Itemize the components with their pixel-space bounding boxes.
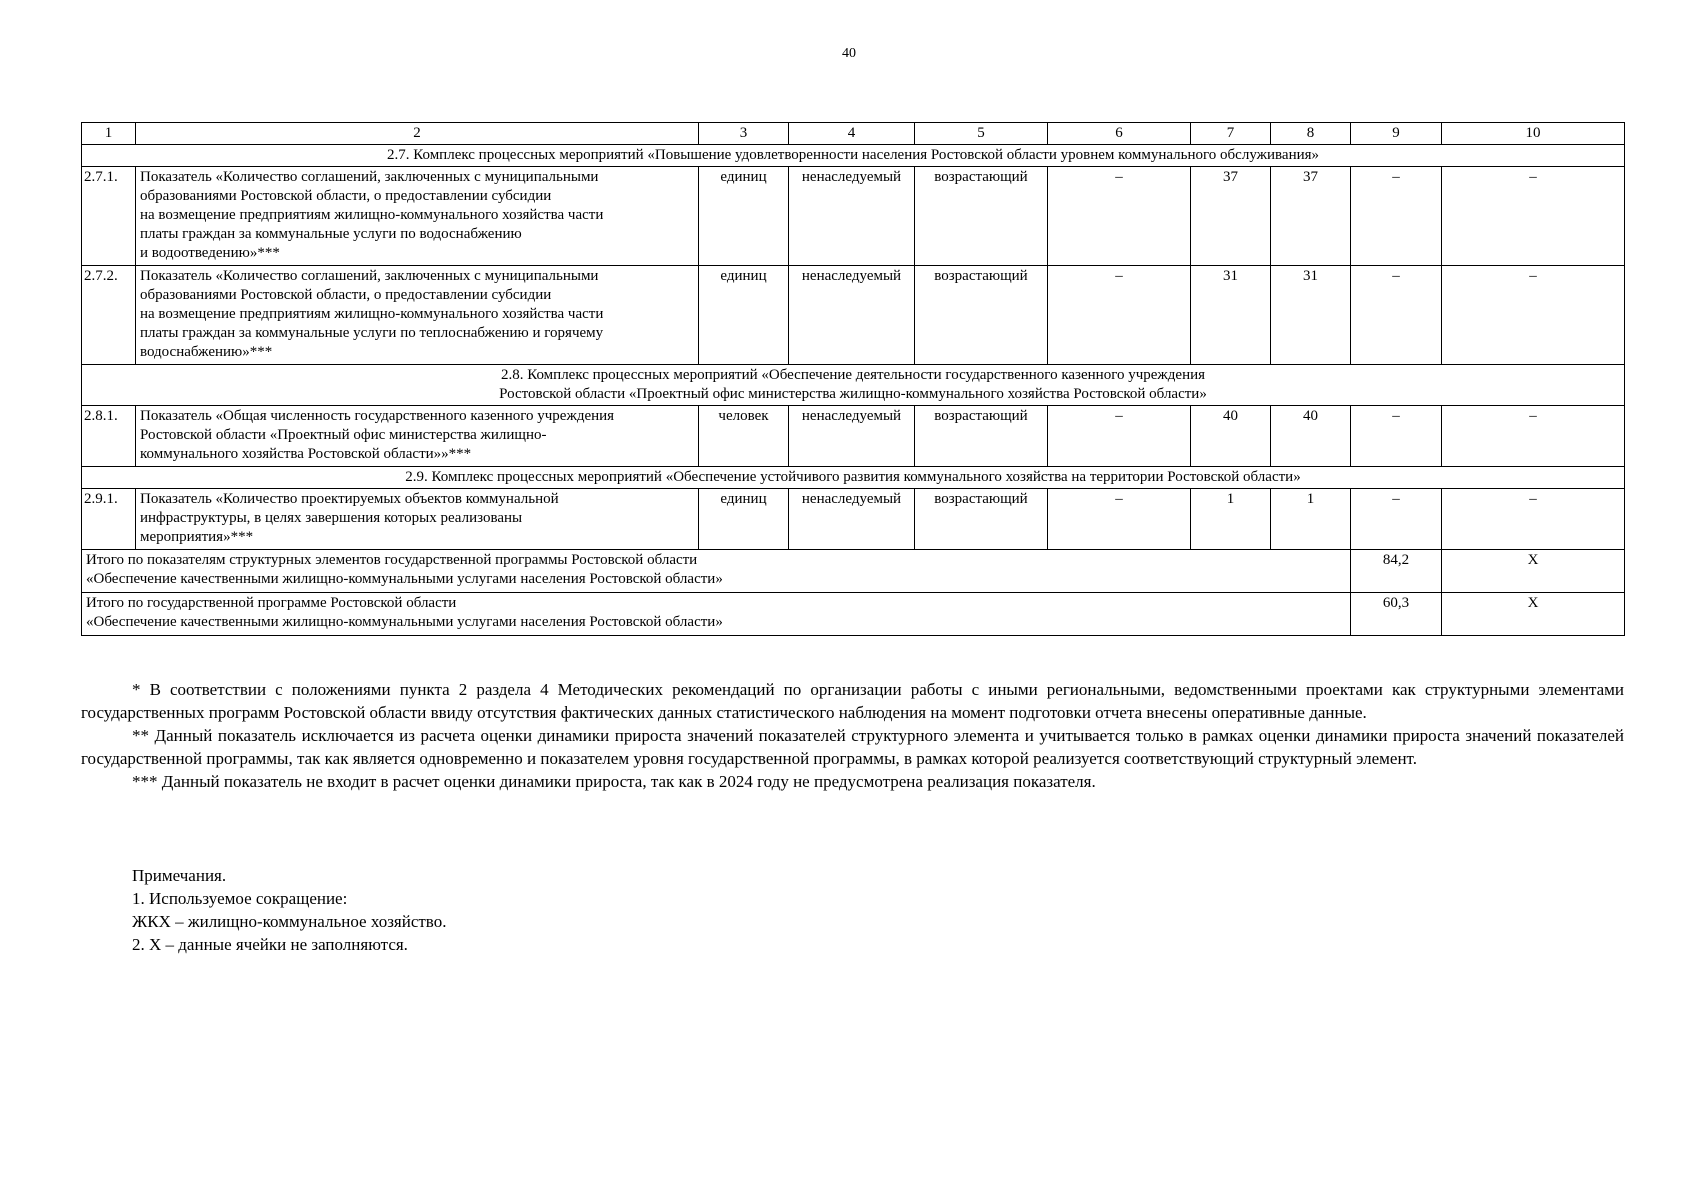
indicator-line: инфраструктуры, в целях завершения которых реализованы: [140, 510, 523, 526]
indicator-name: [136, 266, 699, 365]
note-item: 1. Используемое сокращение:: [132, 889, 348, 908]
section-title-line: Ростовской области «Проектный офис министерства жилищно-коммунального хозяйства Ростовской области»: [499, 386, 1207, 402]
total-col10: Х: [1442, 550, 1625, 593]
row-number: 2.9.1.: [82, 489, 136, 550]
col7-cell: 1: [1191, 489, 1271, 550]
row-number: 2.7.1.: [82, 167, 136, 266]
header-cell: 9: [1351, 123, 1442, 145]
col6-cell: –: [1048, 489, 1191, 550]
direction-cell: возрастающий: [915, 406, 1048, 467]
table-row: [82, 167, 1625, 266]
col7-cell: 40: [1191, 406, 1271, 467]
footnote: * В соответствии с положениями пункта 2 раздела 4 Методических рекомендаций по организации работы с иными региональными, ведомственными проектами как структурными элементами государственных программ Ростовской области ввиду отсутствия фактических данных статистического наблюдения на момент подготовки отчета внесены оперативные данные.: [81, 680, 1624, 722]
indicator-line: мероприятия»***: [140, 529, 254, 545]
section-title: 2.7. Комплекс процессных мероприятий «Повышение удовлетворенности населения Ростовской области уровнем коммунального обслуживания»: [82, 145, 1625, 167]
total-line: «Обеспечение качественными жилищно-коммунальными услугами населения Ростовской области»: [86, 571, 723, 587]
direction-cell: возрастающий: [915, 489, 1048, 550]
indicator-line: Ростовской области «Проектный офис министерства жилищно-: [140, 427, 547, 443]
type-cell: ненаследуемый: [789, 406, 915, 467]
notes: [132, 864, 932, 956]
type-cell: ненаследуемый: [789, 167, 915, 266]
col8-cell: 37: [1271, 167, 1351, 266]
header-cell: 5: [915, 123, 1048, 145]
footnotes: [81, 678, 1624, 793]
unit-cell: единиц: [699, 489, 789, 550]
section-row-2-7: [82, 145, 1625, 167]
indicator-line: коммунального хозяйства Ростовской области»»***: [140, 446, 472, 462]
col8-cell: 1: [1271, 489, 1351, 550]
page-number: 40: [842, 46, 856, 61]
indicator-line: образованиями Ростовской области, о предоставлении субсидии: [140, 188, 552, 204]
header-cell: 1: [82, 123, 136, 145]
indicator-name: [136, 489, 699, 550]
header-cell: 6: [1048, 123, 1191, 145]
col8-cell: 40: [1271, 406, 1351, 467]
unit-cell: человек: [699, 406, 789, 467]
total-row-program: [82, 593, 1625, 636]
col9-cell: –: [1351, 406, 1442, 467]
indicator-line: Показатель «Общая численность государственного казенного учреждения: [140, 408, 615, 424]
unit-cell: единиц: [699, 266, 789, 365]
col10-cell: –: [1442, 266, 1625, 365]
total-col10: Х: [1442, 593, 1625, 636]
section-title: 2.9. Комплекс процессных мероприятий «Обеспечение устойчивого развития коммунального хозяйства на территории Ростовской области»: [82, 467, 1625, 489]
total-col9: 84,2: [1351, 550, 1442, 593]
indicator-line: платы граждан за коммунальные услуги по водоснабжению: [140, 226, 522, 242]
indicator-line: образованиями Ростовской области, о предоставлении субсидии: [140, 287, 552, 303]
indicator-line: Показатель «Количество проектируемых объектов коммунальной: [140, 491, 559, 507]
row-number: 2.7.2.: [82, 266, 136, 365]
indicator-line: на возмещение предприятиям жилищно-коммунального хозяйства части: [140, 207, 604, 223]
note-item: ЖКХ – жилищно-коммунальное хозяйство.: [132, 912, 447, 931]
table-header-row: [82, 123, 1625, 145]
col9-cell: –: [1351, 167, 1442, 266]
header-cell: 2: [136, 123, 699, 145]
col10-cell: –: [1442, 489, 1625, 550]
header-cell: 7: [1191, 123, 1271, 145]
total-line: Итого по государственной программе Ростовской области: [86, 595, 457, 611]
total-row-structural: [82, 550, 1625, 593]
col6-cell: –: [1048, 167, 1191, 266]
table-row: [82, 406, 1625, 467]
col9-cell: –: [1351, 489, 1442, 550]
footnote: ** Данный показатель исключается из расчета оценки динамики прироста значений показателей структурного элемента и учитывается только в рамках оценки динамики прироста значений показателей государственной программы, так как является одновременно и показателем уровня государственной программы, в рамках которой реализуется соответствующий структурный элемент.: [81, 726, 1624, 768]
col6-cell: –: [1048, 266, 1191, 365]
unit-cell: единиц: [699, 167, 789, 266]
indicator-name: [136, 406, 699, 467]
direction-cell: возрастающий: [915, 167, 1048, 266]
header-cell: 4: [789, 123, 915, 145]
total-line: Итого по показателям структурных элементов государственной программы Ростовской области: [86, 552, 698, 568]
col6-cell: –: [1048, 406, 1191, 467]
col8-cell: 31: [1271, 266, 1351, 365]
table-row: [82, 266, 1625, 365]
header-cell: 3: [699, 123, 789, 145]
indicators-table: [81, 122, 1625, 636]
direction-cell: возрастающий: [915, 266, 1048, 365]
table-row: [82, 489, 1625, 550]
col7-cell: 31: [1191, 266, 1271, 365]
col7-cell: 37: [1191, 167, 1271, 266]
notes-title: Примечания.: [132, 866, 227, 885]
indicator-line: платы граждан за коммунальные услуги по теплоснабжению и горячему: [140, 325, 604, 341]
total-label: [82, 550, 1351, 593]
row-number: 2.8.1.: [82, 406, 136, 467]
total-line: «Обеспечение качественными жилищно-коммунальными услугами населения Ростовской области»: [86, 614, 723, 630]
indicator-line: и водоотведению»***: [140, 245, 280, 261]
indicator-line: Показатель «Количество соглашений, заключенных с муниципальными: [140, 268, 599, 284]
section-title-line: 2.8. Комплекс процессных мероприятий «Обеспечение деятельности государственного казенного учреждения: [500, 367, 1206, 383]
footnote: *** Данный показатель не входит в расчет оценки динамики прироста, так как в 2024 году не предусмотрена реализация показателя.: [132, 772, 1096, 791]
col10-cell: –: [1442, 167, 1625, 266]
col10-cell: –: [1442, 406, 1625, 467]
indicator-line: на возмещение предприятиям жилищно-коммунального хозяйства части: [140, 306, 604, 322]
section-row-2-8: [82, 365, 1625, 406]
type-cell: ненаследуемый: [789, 489, 915, 550]
indicator-name: [136, 167, 699, 266]
section-row-2-9: [82, 467, 1625, 489]
indicator-line: водоснабжению»***: [140, 344, 273, 360]
section-title: [82, 365, 1625, 406]
header-cell: 8: [1271, 123, 1351, 145]
header-cell: 10: [1442, 123, 1625, 145]
type-cell: ненаследуемый: [789, 266, 915, 365]
indicator-line: Показатель «Количество соглашений, заключенных с муниципальными: [140, 169, 599, 185]
note-item: 2. Х – данные ячейки не заполняются.: [132, 935, 408, 954]
col9-cell: –: [1351, 266, 1442, 365]
total-col9: 60,3: [1351, 593, 1442, 636]
total-label: [82, 593, 1351, 636]
